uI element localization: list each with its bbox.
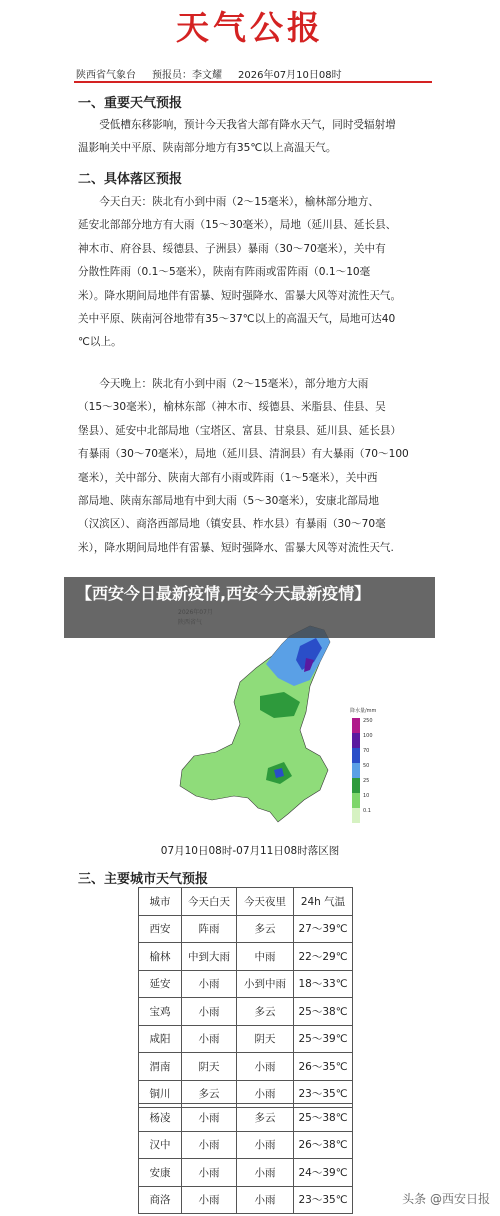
table-cell: 多云 [182,1080,237,1108]
table-cell: 小雨 [182,1131,237,1159]
table-cell: 小雨 [237,1131,294,1159]
table-cell: 24～39℃ [294,1159,353,1187]
paragraph-line: 米），降水期间局地伴有雷暴、短时强降水、雷暴大风等对流性天气. [78,541,394,554]
paragraph-line: 受低槽东移影响，预计今天我省大部有降水天气，同时受辐射增 [99,119,396,131]
table-cell: 小雨 [182,998,237,1026]
bulletin-meta [76,66,426,81]
paragraph-line: 温影响关中平原、陕南部分地方有35℃以上高温天气。 [78,142,337,155]
paragraph-line: ℃以上。 [78,336,122,349]
map-caption: 07月10日08时-07月11日08时落区图 [160,845,340,857]
table-cell: 23～35℃ [294,1080,353,1108]
table-cell: 多云 [237,998,294,1026]
table-cell: 中到大雨 [182,943,237,971]
table-cell: 26～35℃ [294,1053,353,1081]
legend-swatch [352,808,360,823]
table-row [139,943,353,971]
city-forecast-table-extra [138,1103,353,1214]
legend-label: 70 [363,748,370,754]
table-cell: 多云 [237,1104,294,1132]
legend-label: 10 [363,793,370,799]
table-cell: 小雨 [182,1025,237,1053]
table-cell: 小雨 [182,970,237,998]
table-cell: 26～38℃ [294,1131,353,1159]
column-header: 今天夜里 [237,888,294,916]
legend-swatch [352,793,360,808]
section-heading-cities: 三、主要城市天气预报 [78,872,209,887]
legend-swatch [352,748,360,763]
table-cell: 小到中雨 [237,970,294,998]
paragraph-line: 米）。降水期间局地伴有雷暴、短时强降水、雷暴大风等对流性天气。 [78,289,402,302]
table-cell: 27～39℃ [294,915,353,943]
legend-swatch [352,718,360,733]
article-title-banner: 【西安今日最新疫情,西安今天最新疫情】 [64,577,435,638]
table-cell: 小雨 [237,1080,294,1108]
table-row [139,1104,353,1132]
table-cell: 小雨 [237,1186,294,1214]
paragraph-line: 分散性阵雨（0.1～5毫米），陕南有阵雨或雷阵雨（0.1～10毫 [78,266,371,279]
legend-label: 100 [363,733,373,739]
header-divider [74,81,432,83]
table-cell: 汉中 [139,1131,182,1159]
table-cell: 安康 [139,1159,182,1187]
table-cell: 小雨 [182,1159,237,1187]
section-areas-night-text [78,373,430,560]
legend-swatch [352,778,360,793]
table-cell: 23～35℃ [294,1186,353,1214]
section-heading-areas: 二、具体落区预报 [78,172,183,187]
legend-swatch [352,733,360,748]
column-header: 24h 气温 [294,888,353,916]
section-important-text [78,114,430,161]
table-row [139,970,353,998]
paragraph-line: （15～30毫米），榆林东部（神木市、绥德县、米脂县、佳县、吴 [78,401,386,414]
table-row [139,915,353,943]
table-cell: 小雨 [182,1186,237,1214]
paragraph-line: 有暴雨（30～70毫米），局地（延川县、清涧县）有大暴雨（70～100 [78,448,409,461]
column-header: 今天白天 [182,888,237,916]
paragraph-line: 今天白天：陕北有小到中雨（2～15毫米），榆林部分地方、 [99,196,379,208]
column-header: 城市 [139,888,182,916]
table-cell: 咸阳 [139,1025,182,1053]
paragraph-line: （汉滨区）、商洛西部局地（镇安县、柞水县）有暴雨（30～70毫 [78,518,386,531]
legend-label: 0.1 [363,808,371,814]
table-row [139,1186,353,1214]
table-cell: 铜川 [139,1080,182,1108]
table-cell: 阴天 [237,1025,294,1053]
paragraph-line: 今天晚上：陕北有小到中雨（2～15毫米），部分地方大雨 [99,378,369,390]
legend-label: 25 [363,778,370,784]
table-cell: 25～39℃ [294,1025,353,1053]
paragraph-line: 堡县）、延安中北部局地（宝塔区、富县、甘泉县、延川县、延长县） [78,424,402,437]
table-row [139,1025,353,1053]
bulletin-title: 天气公报 [176,8,324,47]
source-watermark: 头条 @西安日报 [402,1192,490,1206]
table-cell: 阵雨 [182,915,237,943]
table-cell: 宝鸡 [139,998,182,1026]
table-row [139,1053,353,1081]
table-cell: 25～38℃ [294,1104,353,1132]
table-cell: 杨凌 [139,1104,182,1132]
section-areas-day-text [78,191,430,355]
table-cell: 中雨 [237,943,294,971]
table-cell: 西安 [139,915,182,943]
paragraph-line: 神木市、府谷县、绥德县、子洲县）暴雨（30～70毫米），关中有 [78,242,386,255]
table-cell: 多云 [237,915,294,943]
table-row [139,1159,353,1187]
legend-swatch [352,763,360,778]
table-cell: 商洛 [139,1186,182,1214]
table-cell: 25～38℃ [294,998,353,1026]
paragraph-line: 延安北部部分地方有大雨（15～30毫米），局地（延川县、延长县、 [78,219,397,232]
table-row [139,998,353,1026]
legend-label: 50 [363,763,370,769]
table-cell: 22～29℃ [294,943,353,971]
section-heading-important: 一、重要天气预报 [78,96,183,111]
table-header-row [139,888,353,916]
table-cell: 阴天 [182,1053,237,1081]
map-legend [350,707,377,823]
paragraph-line: 毫米），关中部分、陕南大部有小雨或阵雨（1～5毫米），关中西 [78,471,378,484]
paragraph-line: 部局地、陕南东部局地有中到大雨（5～30毫米），安康北部局地 [78,495,379,508]
forecaster-name: 预报员：李文耀 [152,70,222,81]
table-cell: 榆林 [139,943,182,971]
legend-label: 250 [363,718,373,724]
table-cell: 小雨 [237,1159,294,1187]
table-cell: 渭南 [139,1053,182,1081]
issue-time: 2026年07月10日08时 [238,70,342,81]
table-cell: 18～33℃ [294,970,353,998]
table-cell: 小雨 [182,1104,237,1132]
table-cell: 小雨 [237,1053,294,1081]
table-row [139,1131,353,1159]
legend-title: 降水量/mm [350,708,377,714]
city-forecast-table-main [138,887,353,1108]
paragraph-line: 关中平原、陕南河谷地带有35～37℃以上的高温天气，局地可达40 [78,313,396,326]
table-cell: 延安 [139,970,182,998]
agency-name: 陕西省气象台 [76,70,136,81]
